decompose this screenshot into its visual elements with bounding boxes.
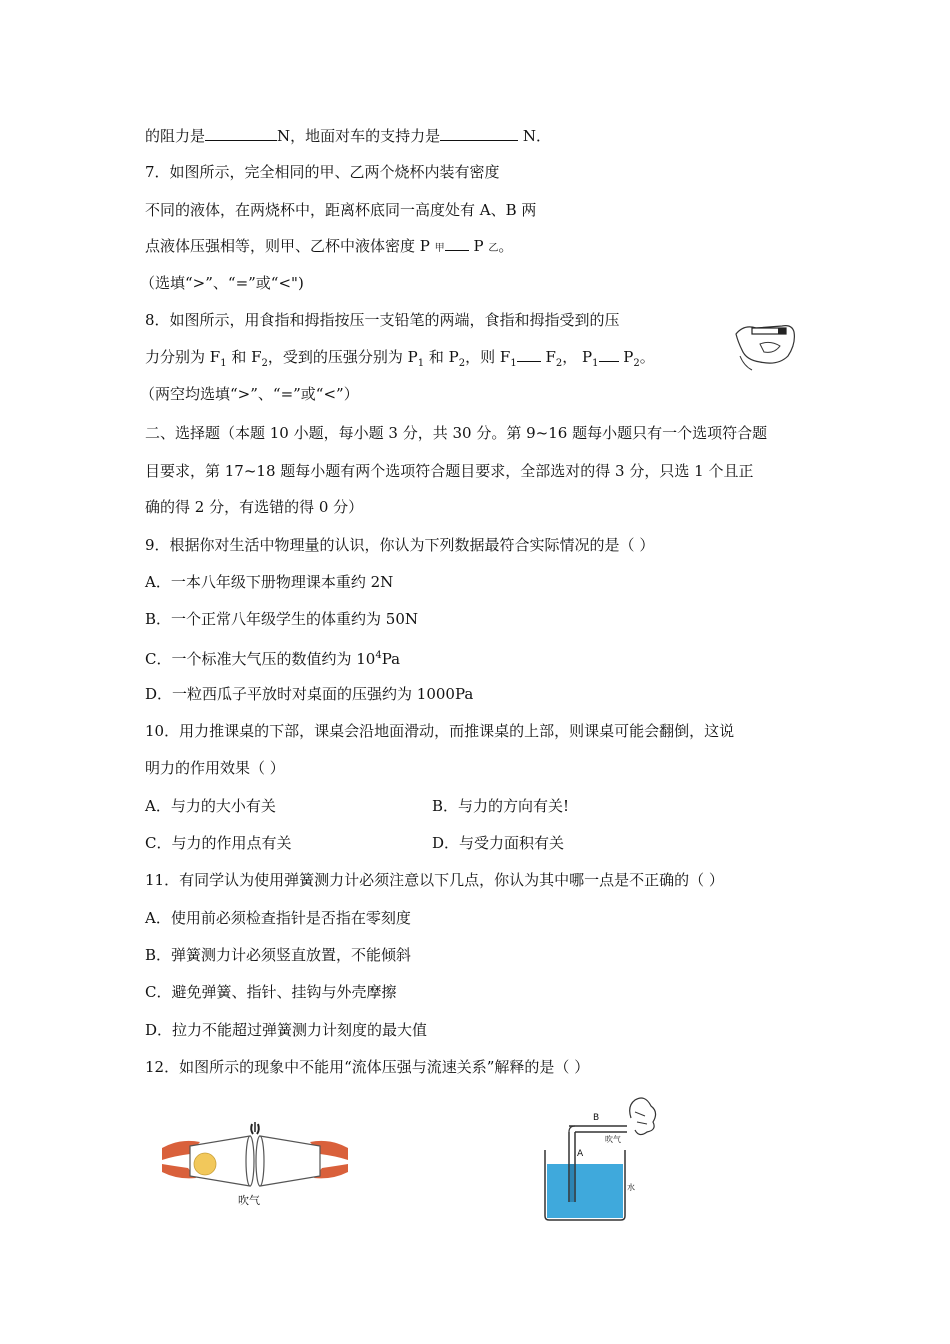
q10-stem-1: 10．用力推课桌的下部，课桌会沿地面滑动，而推课桌的上部，则课桌可能会翻倒，这说: [145, 722, 735, 740]
q11-option-d[interactable]: D．拉力不能超过弹簧测力计刻度的最大值: [145, 1021, 428, 1039]
q9-option-c[interactable]: C．一个标准大气压的数值约为 $10^4Pa$: [145, 650, 401, 668]
q6-line: 的阻力是 N，地面对车的支持力是 N．: [145, 127, 552, 145]
answer-blank[interactable]: [599, 347, 619, 362]
q11-option-a[interactable]: A．使用前必须检查指针是否指在零刻度: [145, 909, 411, 927]
q9-option-d[interactable]: D．一粒西瓜子平放时对桌面的压强约为 1000Pa: [145, 685, 474, 703]
q11-stem: 11．有同学认为使用弹簧测力计必须注意以下几点，你认为其中哪一点是不正确的（ ）: [145, 871, 724, 889]
q7-line-2: 不同的液体，在两烧杯中，距离杯底同一高度处有 A、B 两: [145, 201, 537, 219]
q10-stem-2: 明力的作用效果（ ）: [145, 759, 285, 777]
section-2-heading-2: 目要求，第 17~18 题每小题有两个选项符合题目要求，全部选对的得 3 分，只选 1 个且正: [145, 462, 754, 480]
answer-blank[interactable]: [517, 347, 541, 362]
section-2-heading-1: 二、选择题（本题 10 小题，每小题 3 分，共 30 分。第 9~16 题每小题只有一个选项符合题: [145, 424, 768, 442]
cups-blowing-figure: [160, 1120, 350, 1210]
q8-hint: （两空均选填“>”、“=”或“<”）: [140, 385, 359, 403]
section-2-heading-3: 确的得 2 分，有选错的得 0 分）: [145, 498, 364, 516]
fig2-blow-label: 吹气: [605, 1135, 621, 1144]
q9-option-a[interactable]: A．一本八年级下册物理课本重约 2N: [145, 573, 394, 591]
q9-option-b[interactable]: B．一个正常八年级学生的体重约为 50N: [145, 610, 419, 628]
q10-option-a[interactable]: A．与力的大小有关: [145, 797, 276, 815]
q10-option-d[interactable]: D．与受力面积有关: [432, 834, 565, 852]
q11-option-c[interactable]: C．避免弹簧、指针、挂钩与外壳摩擦: [145, 983, 397, 1001]
fig2-label-b: B: [593, 1113, 600, 1123]
q10-option-b[interactable]: B．与力的方向有关!: [432, 797, 570, 815]
fig2-label-a: A: [577, 1149, 584, 1159]
pencil-press-figure: [730, 316, 802, 372]
q12-stem: 12．如图所示的现象中不能用“流体压强与流速关系”解释的是（ ）: [145, 1058, 590, 1076]
q7-line-3: 点液体压强相等，则甲、乙杯中液体密度 P 甲 P 乙。: [145, 237, 514, 255]
answer-blank[interactable]: [205, 126, 277, 141]
answer-blank[interactable]: [440, 126, 518, 141]
q8-line-2: 力分别为 $F_1$ 和 $F_2$，受到的压强分别为 $P_1$ 和 $P_2$，则 $F_1$ $F_2$， $P_1$ $P_2$。: [145, 348, 655, 369]
beaker-tube-figure: [535, 1092, 665, 1224]
q10-option-c[interactable]: C．与力的作用点有关: [145, 834, 292, 852]
q7-hint: （选填“>”、“=”或“<"): [140, 274, 304, 292]
fig2-water-label: 水: [627, 1183, 635, 1192]
q11-option-b[interactable]: B．弹簧测力计必须竖直放置，不能倾斜: [145, 946, 412, 964]
q9-stem: 9．根据你对生活中物理量的认识，你认为下列数据最符合实际情况的是（ ）: [145, 536, 655, 554]
q8-line-1: 8．如图所示，用食指和拇指按压一支铅笔的两端，食指和拇指受到的压: [145, 311, 620, 329]
answer-blank[interactable]: [445, 236, 469, 251]
fig1-blow-label: 吹气: [238, 1194, 260, 1207]
q7-line-1: 7．如图所示，完全相同的甲、乙两个烧杯内装有密度: [145, 163, 500, 181]
